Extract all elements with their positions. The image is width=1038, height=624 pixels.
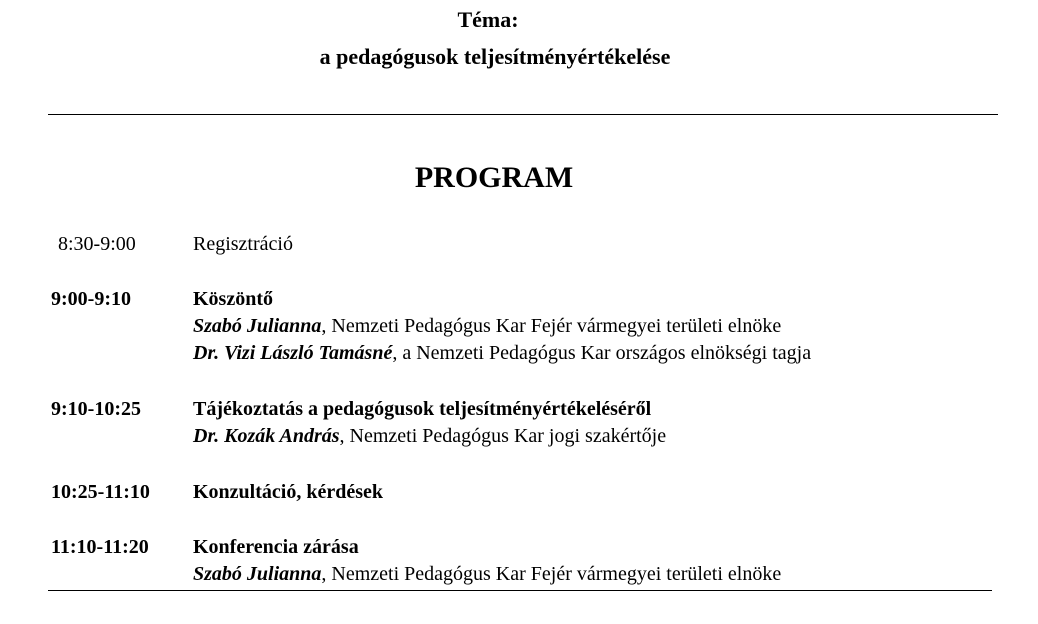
program-item-title: Tájékoztatás a pedagógusok teljesítményértékeléséről <box>193 398 652 420</box>
speaker-line <box>193 313 1013 340</box>
speaker-role: , Nemzeti Pedagógus Kar jogi szakértője <box>339 425 667 447</box>
program-item-title: Konzultáció, kérdések <box>193 481 383 503</box>
program-item-time: 9:00-9:10 <box>51 288 131 310</box>
program-item-time: 9:10-10:25 <box>51 398 141 420</box>
speaker-line <box>193 340 1013 367</box>
program-item-time: 8:30-9:00 <box>58 233 136 255</box>
speaker-line <box>193 561 1013 588</box>
program-heading: PROGRAM <box>414 161 574 194</box>
speaker-name: Dr. Kozák András <box>193 425 340 447</box>
top-divider <box>48 114 998 115</box>
speaker-role: , Nemzeti Pedagógus Kar Fejér vármegyei területi elnöke <box>321 563 782 585</box>
speaker-name: Szabó Julianna <box>193 315 322 337</box>
theme-label: Téma: <box>457 7 519 32</box>
speaker-name: Szabó Julianna <box>193 563 322 585</box>
speaker-name: Dr. Vizi László Tamásné <box>193 342 393 364</box>
bottom-divider <box>48 590 992 591</box>
speaker-role: , a Nemzeti Pedagógus Kar országos elnökségi tagja <box>392 342 812 364</box>
theme-title: a pedagógusok teljesítményértékelése <box>319 44 671 69</box>
program-item-time: 10:25-11:10 <box>51 481 150 503</box>
program-item-title: Konferencia zárása <box>193 536 359 558</box>
speaker-role: , Nemzeti Pedagógus Kar Fejér vármegyei területi elnöke <box>321 315 782 337</box>
program-item-title: Regisztráció <box>193 233 293 255</box>
program-item-title: Köszöntő <box>193 288 273 310</box>
program-item-time: 11:10-11:20 <box>51 536 149 558</box>
speaker-line <box>193 423 1013 450</box>
